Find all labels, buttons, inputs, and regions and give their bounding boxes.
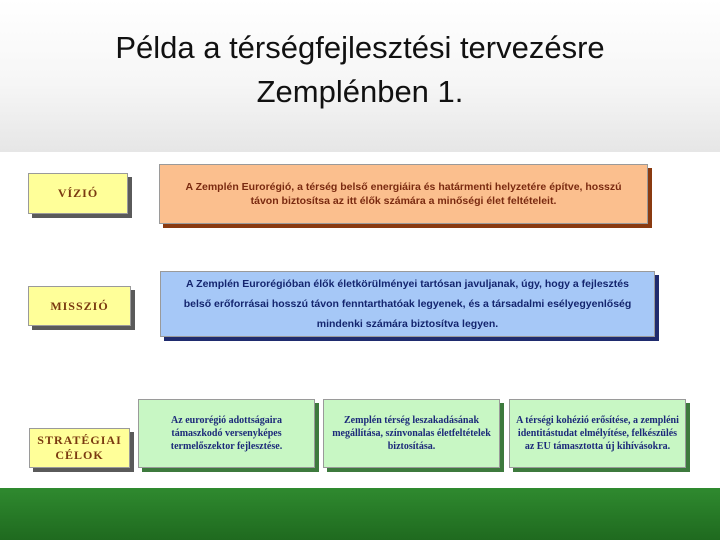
- mission-text: A Zemplén Eurorégióban élők életkörülményei tartósan javuljanak, úgy, hogy a fejlesztés belső erőforrásai hosszú távon fenntarthatóak legyenek, és a társadalmi esélyegyenlőség mindenki számára biztosítva legyen.: [160, 271, 655, 337]
- strategic-goals-label-line1: STRATÉGIAI: [37, 433, 122, 447]
- vision-text: A Zemplén Eurorégió, a térség belső energiáira és határmenti helyzetére építve, hosszú távon biztosítsa az itt élők számára a minőségi élet feltételeit.: [159, 164, 648, 224]
- slide-title-line1: Példa a térségfejlesztési tervezésre: [115, 30, 605, 65]
- slide-title: [0, 26, 720, 114]
- goal-box-1: Az eurorégió adottságaira támaszkodó versenyképes termelőszektor fejlesztése.: [138, 399, 315, 468]
- goal-box-2: Zemplén térség leszakadásának megállítása, színvonalas életfeltételek biztosítása.: [323, 399, 500, 468]
- strategic-goals-label-line2: CÉLOK: [55, 448, 104, 462]
- footer-band: [0, 488, 720, 540]
- strategic-goals-label: [29, 428, 130, 468]
- mission-label: MISSZIÓ: [28, 286, 131, 326]
- goal-box-3: A térségi kohézió erősítése, a zempléni identitástudat elmélyítése, felkészülés az EU támasztotta új kihívásokra.: [509, 399, 686, 468]
- vision-label: VÍZIÓ: [28, 173, 128, 214]
- slide-title-line2: Zemplénben 1.: [256, 74, 464, 109]
